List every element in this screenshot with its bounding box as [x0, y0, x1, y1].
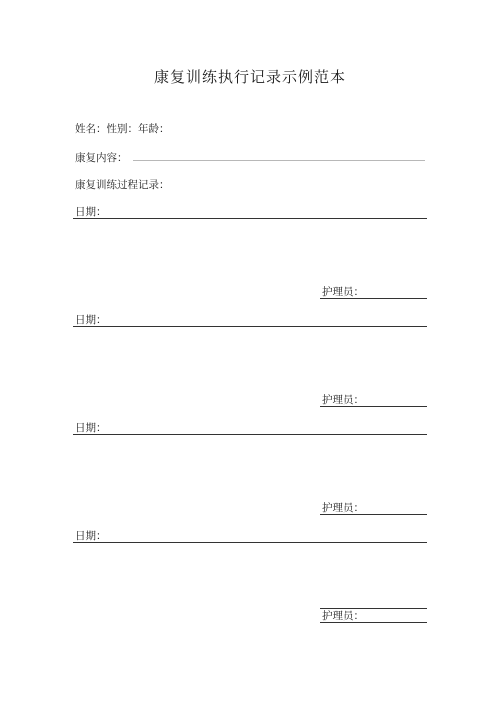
patient-info-line: 姓名：性别：年龄： [75, 123, 170, 135]
entry-date-label: 日期： [75, 206, 107, 218]
entry-nurse-label: 护理员： [322, 610, 364, 622]
rehab-content-label: 康复内容： [75, 152, 128, 164]
entry-nurse-underline [320, 514, 427, 515]
rehab-content-underline [133, 160, 425, 161]
entry-date-underline [73, 434, 427, 435]
entry-date-underline [73, 218, 427, 219]
entry-date-underline [73, 326, 427, 327]
entry-date-label: 日期： [75, 314, 107, 326]
entry-date-underline [73, 542, 427, 543]
training-process-label: 康复训练过程记录： [75, 179, 170, 191]
entry-nurse-underline [320, 622, 427, 623]
entry-nurse-label: 护理员： [322, 502, 364, 514]
entry-nurse-underline [320, 406, 427, 407]
entry-nurse-label: 护理员： [322, 286, 364, 298]
entry-nurse-underline [320, 298, 427, 299]
entry-nurse-label: 护理员： [322, 394, 364, 406]
entry-date-label: 日期： [75, 530, 107, 542]
document-title: 康复训练执行记录示例范本 [153, 68, 346, 86]
entry-date-label: 日期： [75, 422, 107, 434]
